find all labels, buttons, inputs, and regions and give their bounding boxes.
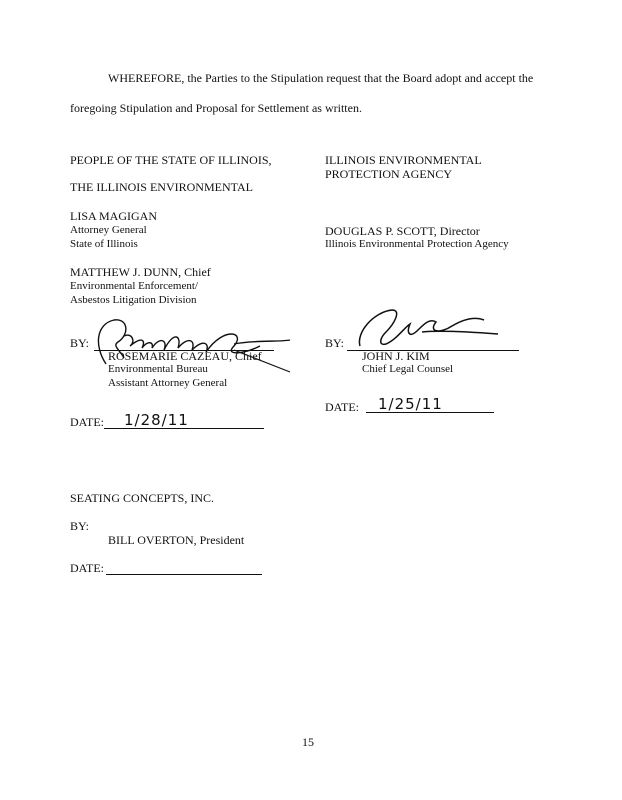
intro-line-2: foregoing Stipulation and Proposal for Settlement as written. xyxy=(70,101,362,115)
right-signature-image xyxy=(352,306,502,352)
right-date-value: 1/25/11 xyxy=(378,395,443,413)
left-official-title-1: Attorney General xyxy=(70,224,147,236)
left-chief-title-2: Asbestos Litigation Division xyxy=(70,294,197,306)
left-official-title-2: State of Illinois xyxy=(70,238,138,250)
company-by-label: BY: xyxy=(70,519,89,533)
company-name: SEATING CONCEPTS, INC. xyxy=(70,491,215,505)
company-signer-name: BILL OVERTON, President xyxy=(108,533,245,547)
left-chief-name: MATTHEW J. DUNN, Chief xyxy=(70,265,211,279)
right-party-line-2: PROTECTION AGENCY xyxy=(325,167,453,181)
right-official-title: Illinois Environmental Protection Agency xyxy=(325,238,509,250)
left-date-label: DATE: xyxy=(70,415,104,429)
left-signer-title-2: Assistant Attorney General xyxy=(108,377,228,389)
right-party-line-1: ILLINOIS ENVIRONMENTAL xyxy=(325,153,482,167)
left-party-line-2: THE ILLINOIS ENVIRONMENTAL xyxy=(70,180,254,194)
right-signer-title: Chief Legal Counsel xyxy=(362,363,454,375)
left-official-name: LISA MAGIGAN xyxy=(70,209,157,223)
right-by-label: BY: xyxy=(325,336,344,350)
right-official-name: DOUGLAS P. SCOTT, Director xyxy=(325,224,480,238)
left-chief-title-1: Environmental Enforcement/ xyxy=(70,280,198,292)
company-date-line xyxy=(106,574,262,575)
left-party-line-1: PEOPLE OF THE STATE OF ILLINOIS, xyxy=(70,153,272,167)
left-signer-title-1: Environmental Bureau xyxy=(108,363,208,375)
right-signer-name: JOHN J. KIM xyxy=(362,349,430,363)
left-signer-name: ROSEMARIE CAZEAU, Chief xyxy=(108,349,262,363)
page-number: 15 xyxy=(302,735,314,749)
left-by-label: BY: xyxy=(70,336,89,350)
company-date-label: DATE: xyxy=(70,561,104,575)
right-date-label: DATE: xyxy=(325,400,359,414)
intro-line-1: WHEREFORE, the Parties to the Stipulation request that the Board adopt and accept the xyxy=(108,71,534,85)
left-date-value: 1/28/11 xyxy=(124,411,189,429)
